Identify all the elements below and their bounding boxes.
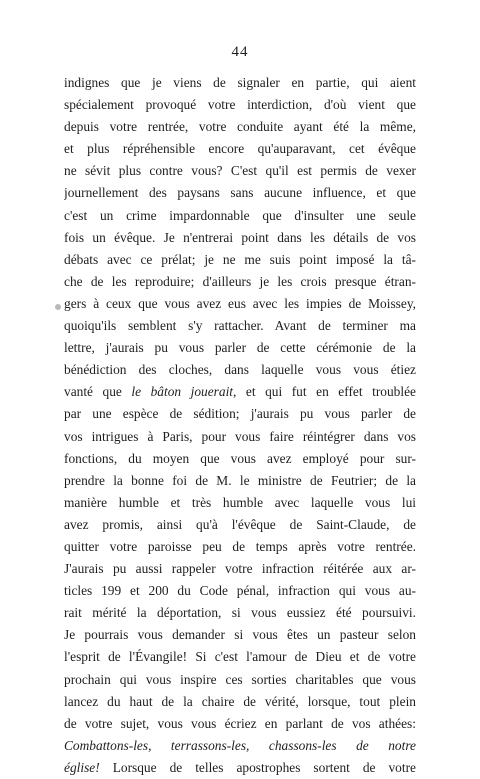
text-line	[64, 116, 416, 138]
text-segment: vos intrigues à Paris, pour vous faire réintégrer dans vos	[64, 428, 416, 444]
text-line	[64, 448, 416, 470]
text-segment: prochain qui vous inspire ces sorties charitables que vous	[64, 671, 416, 687]
text-segment: vanté que	[64, 384, 132, 400]
text-segment: Je pourrais vous demander si vous êtes un pasteur selon	[64, 627, 416, 643]
text-line	[64, 160, 416, 182]
text-line	[64, 492, 416, 514]
text-line	[64, 271, 416, 293]
italic-text: Combattons-les, terrassons-les, chassons-les de notre	[64, 737, 416, 753]
text-line	[64, 381, 416, 403]
text-line	[64, 72, 416, 94]
text-line	[64, 602, 416, 624]
text-segment: avez promis, ainsi qu'à l'évêque de Saint-Claude, de	[64, 516, 416, 532]
text-segment: Lorsque de telles apostrophes sortent de votre	[99, 759, 416, 775]
text-segment: lettre, j'aurais pu vous parler de cette cérémonie de la	[64, 340, 416, 356]
text-line	[64, 249, 416, 271]
text-line	[64, 713, 416, 735]
text-segment: J'aurais pu aussi rappeler votre infraction réitérée aux ar-	[64, 561, 416, 577]
text-segment: indignes que je viens de signaler en partie, qui aient	[64, 75, 416, 90]
text-line	[64, 470, 416, 492]
text-line	[64, 205, 416, 227]
text-line	[64, 403, 416, 425]
text-segment: rait mérité la déportation, si vous eussiez été poursuivi.	[64, 605, 416, 621]
page-number: 44	[231, 44, 249, 60]
text-segment: manière humble et très humble avec laquelle vous lui	[64, 494, 416, 510]
text-segment: , et qui fut en effet troublée	[233, 384, 416, 400]
text-line	[64, 293, 416, 315]
margin-ink-mark	[55, 304, 61, 310]
text-line	[64, 426, 416, 448]
text-segment: fois un évêque. Je n'entrerai point dans les détails de vos	[64, 229, 416, 245]
text-segment: fonctions, du moyen que vous avez employé pour sur-	[64, 450, 416, 466]
text-line	[64, 757, 416, 779]
text-line	[64, 138, 416, 160]
text-segment: c'est un crime impardonnable que d'insulter une seule	[64, 207, 416, 223]
text-line	[64, 558, 416, 580]
text-line	[64, 337, 416, 359]
text-segment: de votre sujet, vous vous écriez en parlant de vos athées:	[64, 715, 416, 731]
text-line	[64, 624, 416, 646]
text-line	[64, 536, 416, 558]
text-segment: débats avec ce prélat; je ne me suis point imposé la tâ-	[64, 251, 416, 267]
italic-text: église!	[64, 759, 100, 775]
text-segment: spécialement provoqué votre interdiction, d'où vient que	[64, 97, 416, 113]
text-segment: gers à ceux que vous avez eus avec les impies de Moissey,	[64, 295, 416, 311]
italic-text: le bâton jouerait	[131, 384, 234, 400]
text-segment: ne sévit plus contre vous? C'est qu'il est permis de vexer	[64, 163, 416, 179]
text-segment: et plus répréhensible encore qu'auparavant, cet évêque	[64, 141, 416, 157]
text-segment: quitter votre paroisse peu de temps après votre rentrée.	[64, 538, 416, 554]
text-line	[64, 315, 416, 337]
text-segment: ticles 199 et 200 du Code pénal, infraction qui vous au-	[64, 583, 416, 599]
text-segment: par une espèce de sédition; j'aurais pu vous parler de	[64, 406, 416, 422]
text-line	[64, 514, 416, 536]
text-segment: che de les reproduire; d'ailleurs je les crois presque étran-	[64, 273, 416, 289]
text-line	[64, 691, 416, 713]
text-segment: l'esprit de l'Évangile! Si c'est l'amour de Dieu et de votre	[64, 649, 416, 665]
text-segment: depuis votre rentrée, votre conduite ayant été la même,	[64, 119, 416, 135]
text-line	[64, 735, 416, 757]
text-line	[64, 227, 416, 249]
text-line	[64, 580, 416, 602]
text-line	[64, 182, 416, 204]
text-segment: quoiqu'ils semblent s'y rattacher. Avant de terminer ma	[64, 318, 416, 334]
text-line	[64, 646, 416, 668]
text-segment: lancez du haut de la chaire de vérité, lorsque, tout plein	[64, 693, 416, 709]
text-line	[64, 94, 416, 116]
text-line	[64, 669, 416, 691]
text-segment: journellement des paysans sans aucune influence, et que	[64, 185, 416, 201]
body-text	[64, 72, 416, 779]
text-segment: bénédiction des cloches, dans laquelle vous vous étiez	[64, 362, 416, 378]
text-line	[64, 359, 416, 381]
text-segment: prendre la bonne foi de M. le ministre de Feutrier; de la	[64, 472, 416, 488]
